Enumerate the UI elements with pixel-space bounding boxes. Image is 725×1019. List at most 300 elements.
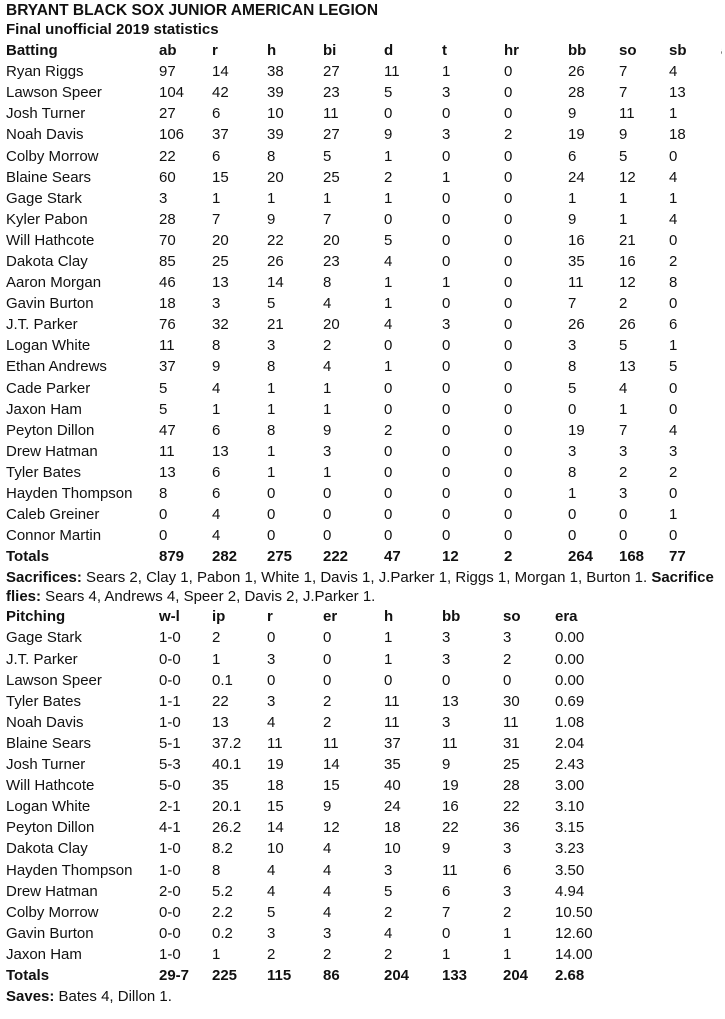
batting-cell: 0 xyxy=(267,506,276,524)
batting-cell: 0 xyxy=(323,485,332,503)
pitching-cell: 2 xyxy=(212,629,221,647)
batting-cell: 14 xyxy=(267,274,284,292)
pitching-cell: 0-0 xyxy=(159,924,181,942)
batting-cell: 9 xyxy=(212,358,221,376)
pitching-row xyxy=(6,902,722,923)
batting-cell: 0 xyxy=(384,527,393,545)
pitching-cell: 3.10 xyxy=(555,798,585,816)
batting-cell: 0 xyxy=(442,337,451,355)
pitching-cell: 11 xyxy=(442,734,458,752)
batting-cell: 7 xyxy=(323,210,332,228)
pitching-cell: Will Hathcote xyxy=(6,777,95,795)
pitching-cell: 3 xyxy=(442,629,451,647)
batting-cell: 13 xyxy=(619,358,636,376)
batting-cell: t xyxy=(442,42,447,60)
pitching-cell: 4 xyxy=(384,924,393,942)
pitching-cell: 5 xyxy=(384,882,393,900)
pitching-cell: 13 xyxy=(442,692,459,710)
pitching-cell: 0.2 xyxy=(212,924,233,942)
batting-cell: 25 xyxy=(323,168,340,186)
batting-cell: 42 xyxy=(212,84,229,102)
batting-cell: 4 xyxy=(669,421,678,439)
batting-cell: 23 xyxy=(323,252,340,270)
batting-cell: 0 xyxy=(504,105,513,123)
pitching-cell: Logan White xyxy=(6,798,91,816)
batting-cell xyxy=(721,274,722,291)
batting-cell: Caleb Greiner xyxy=(6,506,100,524)
batting-cell: 21 xyxy=(619,231,636,249)
pitching-cell: 12.60 xyxy=(555,924,593,942)
pitching-cell: Dakota Clay xyxy=(6,840,88,858)
batting-row xyxy=(6,251,722,272)
batting-cell: Connor Martin xyxy=(6,527,102,545)
batting-cell: 12 xyxy=(619,274,636,292)
pitching-cell: Gage Stark xyxy=(6,629,82,647)
batting-cell: 5 xyxy=(384,84,393,102)
batting-row xyxy=(6,103,722,124)
batting-cell: 0 xyxy=(442,527,451,545)
batting-cell: 0 xyxy=(442,358,451,376)
batting-cell: 3 xyxy=(159,189,168,207)
batting-cell: 106 xyxy=(159,126,185,144)
batting-cell: 0 xyxy=(442,252,451,270)
batting-cell: 0 xyxy=(384,506,393,524)
batting-cell: 3 xyxy=(669,442,678,460)
batting-cell: Blaine Sears xyxy=(6,168,92,186)
batting-cell: Tyler Bates xyxy=(6,463,82,481)
batting-cell: 1 xyxy=(669,189,678,207)
pitching-cell: 10 xyxy=(384,840,401,858)
pitching-cell: 28 xyxy=(503,777,520,795)
pitching-cell: 0 xyxy=(442,671,451,689)
batting-row xyxy=(6,462,722,483)
batting-cell: 26 xyxy=(568,316,585,334)
batting-row xyxy=(6,209,722,230)
batting-cell xyxy=(721,63,722,80)
pitching-cell: 11 xyxy=(442,861,458,879)
batting-cell: 0 xyxy=(504,168,513,186)
batting-cell: 8 xyxy=(212,337,221,355)
pitching-cell: 15 xyxy=(267,798,284,816)
pitching-cell: 1 xyxy=(212,945,221,963)
pitching-cell: 225 xyxy=(212,966,238,984)
pitching-cell: 7 xyxy=(442,903,451,921)
pitching-cell: Totals xyxy=(6,966,50,984)
pitching-cell: 0 xyxy=(267,671,276,689)
batting-cell: 0 xyxy=(442,442,451,460)
batting-cell: 1 xyxy=(568,189,577,207)
pitching-cell: 12 xyxy=(323,819,340,837)
batting-cell: bi xyxy=(323,42,337,60)
batting-cell: 2 xyxy=(323,337,332,355)
batting-cell: 0 xyxy=(504,337,513,355)
batting-cell: 20 xyxy=(323,316,340,334)
batting-cell: 37 xyxy=(159,358,176,376)
batting-cell: 0 xyxy=(384,337,393,355)
batting-cell: 1 xyxy=(384,295,393,313)
batting-cell: 0 xyxy=(442,400,451,418)
pitching-cell: 0 xyxy=(323,650,332,668)
pitching-cell: 2 xyxy=(323,945,332,963)
pitching-cell: 5.2 xyxy=(212,882,233,900)
pitching-cell: 6 xyxy=(503,861,512,879)
batting-cell: Josh Turner xyxy=(6,105,86,123)
pitching-cell: 3 xyxy=(267,692,276,710)
pitching-cell: 2 xyxy=(323,692,332,710)
pitching-cell: 3 xyxy=(503,629,512,647)
batting-cell: 18 xyxy=(159,295,176,313)
pitching-cell: 30 xyxy=(503,692,520,710)
pitching-cell: 37 xyxy=(384,734,401,752)
batting-cell: 1 xyxy=(384,358,393,376)
pitching-cell: 19 xyxy=(442,777,459,795)
batting-row xyxy=(6,525,722,546)
batting-row xyxy=(6,82,722,103)
batting-cell: 0 xyxy=(159,527,168,545)
batting-cell: 0 xyxy=(568,400,577,418)
batting-cell: 8 xyxy=(323,274,332,292)
batting-cell xyxy=(721,253,722,270)
batting-row xyxy=(6,483,722,504)
pitching-cell: 4 xyxy=(323,882,332,900)
pitching-cell: 1-1 xyxy=(159,692,181,710)
batting-row xyxy=(6,61,722,82)
batting-cell: 1 xyxy=(619,210,628,228)
pitching-cell: 9 xyxy=(442,756,451,774)
pitching-cell: 4 xyxy=(323,903,332,921)
batting-cell: 7 xyxy=(619,84,628,102)
pitching-row xyxy=(6,627,722,648)
pitching-row xyxy=(6,775,722,796)
batting-cell: 1 xyxy=(384,274,393,292)
batting-cell xyxy=(721,422,722,439)
batting-cell: 0 xyxy=(384,210,393,228)
pitching-cell: 3 xyxy=(503,882,512,900)
pitching-cell: 11 xyxy=(323,734,339,752)
pitching-cell: 25 xyxy=(503,756,520,774)
batting-cell: 104 xyxy=(159,84,185,102)
batting-cell: 32 xyxy=(212,316,229,334)
pitching-cell: 1-0 xyxy=(159,713,181,731)
sacrifice-flies-text: Sears 4, Andrews 4, Speer 2, Davis 2, J.Parker 1. xyxy=(41,588,376,606)
batting-cell: 1 xyxy=(384,189,393,207)
batting-cell: 11 xyxy=(159,442,175,460)
batting-cell: 37 xyxy=(212,126,229,144)
batting-cell: 1 xyxy=(323,189,332,207)
batting-cell: 11 xyxy=(159,337,175,355)
pitching-cell: Tyler Bates xyxy=(6,692,82,710)
batting-cell: 1 xyxy=(267,442,276,460)
pitching-cell: 0.69 xyxy=(555,692,585,710)
pitching-cell: 29-7 xyxy=(159,966,190,984)
pitching-cell: 11 xyxy=(267,734,283,752)
stats-page xyxy=(6,0,722,1006)
pitching-cell: 4.94 xyxy=(555,882,585,900)
pitching-cell: 14 xyxy=(267,819,284,837)
batting-cell: 1 xyxy=(323,379,332,397)
batting-cell: 0 xyxy=(504,316,513,334)
batting-row xyxy=(6,188,722,209)
batting-cell: 5 xyxy=(619,147,628,165)
batting-cell: 23 xyxy=(323,84,340,102)
pitching-row xyxy=(6,944,722,965)
batting-cell: 11 xyxy=(619,105,635,123)
pitching-cell: 22 xyxy=(503,798,520,816)
batting-cell: 4 xyxy=(323,295,332,313)
batting-cell: 6 xyxy=(568,147,577,165)
batting-row xyxy=(6,356,722,377)
pitching-cell: J.T. Parker xyxy=(6,650,78,668)
pitching-cell: 11 xyxy=(384,692,400,710)
pitching-cell: era xyxy=(555,608,578,626)
sacrifices-note xyxy=(6,568,722,606)
batting-cell: 13 xyxy=(669,84,686,102)
page-subtitle: Final unofficial 2019 statistics xyxy=(6,21,219,38)
batting-cell: 8 xyxy=(267,147,276,165)
pitching-cell: 1 xyxy=(384,650,393,668)
batting-cell: 12 xyxy=(442,548,459,566)
batting-cell: 26 xyxy=(267,252,284,270)
batting-cell: 14 xyxy=(212,63,229,81)
batting-cell: 1 xyxy=(669,506,678,524)
pitching-cell: 35 xyxy=(384,756,401,774)
batting-cell xyxy=(721,105,722,122)
pitching-cell: 1 xyxy=(503,924,512,942)
pitching-cell: 19 xyxy=(267,756,284,774)
pitching-cell: 204 xyxy=(384,966,410,984)
pitching-row xyxy=(6,838,722,859)
saves-note xyxy=(6,987,722,1006)
pitching-cell: 40 xyxy=(384,777,401,795)
batting-cell: 8 xyxy=(568,463,577,481)
pitching-cell: bb xyxy=(442,608,461,626)
batting-cell: 0 xyxy=(504,189,513,207)
pitching-header-row xyxy=(6,606,722,627)
pitching-cell: h xyxy=(384,608,394,626)
batting-cell: 26 xyxy=(568,63,585,81)
batting-cell: 0 xyxy=(669,379,678,397)
batting-cell: 4 xyxy=(212,527,221,545)
batting-cell: 0 xyxy=(504,252,513,270)
pitching-cell: w-l xyxy=(159,608,180,626)
batting-cell: 0 xyxy=(619,506,628,524)
batting-cell: Lawson Speer xyxy=(6,84,102,102)
batting-cell: 222 xyxy=(323,548,349,566)
pitching-cell: 5-0 xyxy=(159,777,181,795)
batting-cell: 0 xyxy=(504,63,513,81)
batting-cell: 13 xyxy=(212,274,229,292)
batting-cell: 0 xyxy=(323,527,332,545)
pitching-cell: er xyxy=(323,608,338,626)
batting-cell: 0 xyxy=(669,527,678,545)
pitching-cell: 0-0 xyxy=(159,903,181,921)
batting-cell: 1 xyxy=(267,400,276,418)
pitching-cell: 2 xyxy=(384,903,393,921)
batting-cell: 0 xyxy=(504,506,513,524)
batting-row xyxy=(6,230,722,251)
batting-cell: 1 xyxy=(442,274,451,292)
batting-totals-row xyxy=(6,546,722,567)
batting-cell: 0 xyxy=(384,485,393,503)
pitching-cell: 5-3 xyxy=(159,756,181,774)
batting-cell: 0 xyxy=(504,358,513,376)
batting-cell: bb xyxy=(568,42,587,60)
batting-cell: J.T. Parker xyxy=(6,316,78,334)
batting-cell: 11 xyxy=(568,274,584,292)
batting-cell: 0 xyxy=(504,147,513,165)
batting-cell: 0 xyxy=(669,295,678,313)
batting-cell: 4 xyxy=(669,63,678,81)
pitching-cell: 22 xyxy=(212,692,229,710)
batting-cell: 0 xyxy=(384,400,393,418)
pitching-cell: 1 xyxy=(212,650,221,668)
pitching-cell: 40.1 xyxy=(212,756,242,774)
pitching-cell: 26.2 xyxy=(212,819,242,837)
page-title: BRYANT BLACK SOX JUNIOR AMERICAN LEGION xyxy=(6,2,379,19)
batting-cell: 18 xyxy=(669,126,686,144)
batting-cell: 0 xyxy=(384,105,393,123)
pitching-cell: 0 xyxy=(384,671,393,689)
batting-cell xyxy=(721,443,722,460)
batting-cell: Gavin Burton xyxy=(6,295,94,313)
batting-cell: 0 xyxy=(669,485,678,503)
batting-cell: 9 xyxy=(619,126,628,144)
batting-cell: 11 xyxy=(323,105,339,123)
batting-cell: 1 xyxy=(212,189,221,207)
batting-cell: 1 xyxy=(442,168,451,186)
batting-header-row xyxy=(6,40,722,61)
batting-cell: 0 xyxy=(568,506,577,524)
batting-cell: 2 xyxy=(619,295,628,313)
batting-cell: 1 xyxy=(619,400,628,418)
pitching-cell: so xyxy=(503,608,521,626)
pitching-cell: 11 xyxy=(384,713,400,731)
batting-cell: 39 xyxy=(267,84,284,102)
pitching-cell: 1-0 xyxy=(159,861,181,879)
batting-cell xyxy=(721,295,722,312)
pitching-cell: Drew Hatman xyxy=(6,882,98,900)
batting-cell: 9 xyxy=(568,105,577,123)
batting-cell xyxy=(721,358,722,375)
pitching-row xyxy=(6,754,722,775)
batting-cell: 1 xyxy=(267,463,276,481)
batting-cell: 0 xyxy=(669,400,678,418)
pitching-cell: 10.50 xyxy=(555,903,593,921)
saves-text: Bates 4, Dillon 1. xyxy=(54,988,172,1006)
batting-cell: 10 xyxy=(267,105,284,123)
batting-cell: 2 xyxy=(669,463,678,481)
batting-cell: 0 xyxy=(442,379,451,397)
pitching-cell: 4 xyxy=(267,713,276,731)
pitching-cell: Blaine Sears xyxy=(6,734,92,752)
batting-cell: 3 xyxy=(619,442,628,460)
batting-cell: 4 xyxy=(212,379,221,397)
batting-cell: h xyxy=(267,42,277,60)
pitching-cell: 0-0 xyxy=(159,650,181,668)
batting-cell: 1 xyxy=(267,379,276,397)
pitching-cell: 4-1 xyxy=(159,819,181,837)
pitching-row xyxy=(6,881,722,902)
batting-cell: 0 xyxy=(504,442,513,460)
pitching-cell: 2.2 xyxy=(212,903,233,921)
pitching-cell: 3.50 xyxy=(555,861,585,879)
batting-cell: 0 xyxy=(384,463,393,481)
pitching-cell: 1-0 xyxy=(159,840,181,858)
batting-cell: 0 xyxy=(267,485,276,503)
batting-cell: 282 xyxy=(212,548,238,566)
pitching-table xyxy=(6,606,722,986)
batting-row xyxy=(6,145,722,166)
batting-cell xyxy=(721,506,722,523)
batting-cell: 5 xyxy=(384,231,393,249)
batting-cell: 0 xyxy=(442,231,451,249)
batting-cell: 0 xyxy=(504,421,513,439)
batting-cell: 0 xyxy=(442,485,451,503)
batting-cell: 38 xyxy=(267,63,284,81)
pitching-cell: 35 xyxy=(212,777,229,795)
pitching-cell: 6 xyxy=(442,882,451,900)
batting-cell xyxy=(721,548,722,565)
batting-cell: 8 xyxy=(159,485,168,503)
pitching-cell: 3.15 xyxy=(555,819,585,837)
batting-cell: 6 xyxy=(212,485,221,503)
batting-cell: 9 xyxy=(568,210,577,228)
batting-row xyxy=(6,504,722,525)
batting-cell: 0 xyxy=(442,421,451,439)
batting-cell: 1 xyxy=(669,337,678,355)
pitching-cell: 9 xyxy=(442,840,451,858)
pitching-cell: 10 xyxy=(267,840,284,858)
pitching-cell: 115 xyxy=(267,966,292,984)
batting-cell: 85 xyxy=(159,252,176,270)
batting-cell: 3 xyxy=(442,126,451,144)
batting-row xyxy=(6,167,722,188)
batting-cell: 60 xyxy=(159,168,176,186)
batting-cell: 20 xyxy=(212,231,229,249)
saves-label: Saves: xyxy=(6,988,55,1006)
batting-cell: 19 xyxy=(568,126,585,144)
batting-cell xyxy=(721,148,722,165)
pitching-cell: ip xyxy=(212,608,226,626)
batting-cell: Cade Parker xyxy=(6,379,91,397)
batting-cell: 0 xyxy=(504,295,513,313)
batting-cell: 0 xyxy=(323,506,332,524)
batting-cell: 7 xyxy=(568,295,577,313)
pitching-cell: 0 xyxy=(442,924,451,942)
pitching-cell: 1-0 xyxy=(159,629,181,647)
pitching-cell: 2.04 xyxy=(555,734,585,752)
batting-cell: 0 xyxy=(504,485,513,503)
pitching-cell: 13 xyxy=(212,713,229,731)
pitching-cell: 14.00 xyxy=(555,945,593,963)
pitching-row xyxy=(6,817,722,838)
pitching-cell: 37.2 xyxy=(212,734,242,752)
batting-cell: 6 xyxy=(212,421,221,439)
pitching-row xyxy=(6,712,722,733)
batting-cell: 0 xyxy=(504,84,513,102)
pitching-cell: r xyxy=(267,608,273,626)
pitching-cell: 204 xyxy=(503,966,529,984)
batting-cell: 4 xyxy=(669,210,678,228)
batting-cell: Kyler Pabon xyxy=(6,210,88,228)
batting-cell: 8 xyxy=(267,421,276,439)
batting-cell: 0 xyxy=(442,506,451,524)
pitching-cell: 3.00 xyxy=(555,777,585,795)
pitching-cell: 0 xyxy=(267,629,276,647)
batting-row xyxy=(6,441,722,462)
pitching-cell: 3.23 xyxy=(555,840,585,858)
batting-cell: 5 xyxy=(159,400,168,418)
